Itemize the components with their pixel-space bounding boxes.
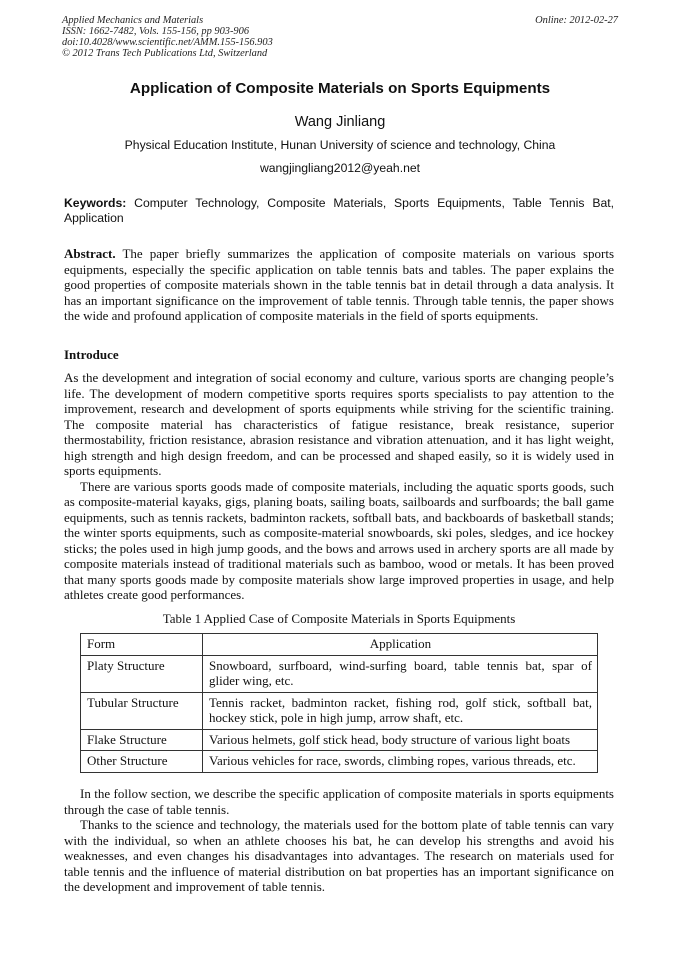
table-cell-form: Platy Structure: [81, 655, 203, 692]
abstract: [64, 246, 614, 324]
table-cell-form: Tubular Structure: [81, 692, 203, 729]
table-row: [81, 692, 598, 729]
after-paragraph-2: Thanks to the science and technology, the materials used for the bottom plate of table tennis can vary with the individual, so when an athlete chooses his bat, he can develop his strengths and avoid his weaknesses, and even changes his disadvantages into advantages. The research on materials used for table tennis and the influence of material distribution on bat properties has an important significance on the development and improvement of table tennis.: [64, 817, 614, 894]
table-cell-form: Other Structure: [81, 751, 203, 773]
table-cell-application: Various helmets, golf stick head, body structure of various light boats: [203, 729, 598, 751]
keywords: [64, 196, 614, 226]
paper-title: Application of Composite Materials on Sports Equipments: [129, 80, 551, 97]
intro-section: [64, 370, 614, 603]
table-row: [81, 751, 598, 773]
copyright-line: © 2012 Trans Tech Publications Ltd, Switzerland: [62, 48, 268, 59]
issn-line: ISSN: 1662-7482, Vols. 155-156, pp 903-906: [62, 26, 250, 37]
author-name: Wang Jinliang: [294, 114, 386, 130]
header-application: Application: [203, 634, 598, 656]
table-cell-application: Various vehicles for race, swords, climbing ropes, various threads, etc.: [203, 751, 598, 773]
section-heading-introduce: Introduce: [64, 347, 119, 362]
table-header-row: [81, 634, 598, 656]
author-email: wangjingliang2012@yeah.net: [259, 161, 421, 175]
table-cell-form: Flake Structure: [81, 729, 203, 751]
table-tennis-section: [64, 786, 614, 895]
table-row: [81, 729, 598, 751]
table-row: [81, 655, 598, 692]
table-cell-application: Tennis racket, badminton racket, fishing rod, golf stick, softball bat, hockey stick, pole in high jump, arrow shaft, etc.: [203, 692, 598, 729]
journal-header: [62, 15, 618, 59]
after-paragraph-1: In the follow section, we describe the specific application of composite materials in sports equipments through the case of table tennis.: [64, 786, 614, 817]
abstract-text: The paper briefly summarizes the application of composite materials on various sports equipments, especially the specific application on table tennis bats and tables. The paper explains the good properties of composite materials shown in the table tennis bat in detail through a data analysis. It has an important significance on the improvement of table tennis. Through table tennis, the paper shows the wide and profound application of composite materials in the field of sports equipments.: [64, 246, 615, 323]
intro-paragraph-2: There are various sports goods made of composite materials, including the aquatic sports goods, such as composite-material kayaks, gigs, planing boats, sailing boats, sailboards and surfboards; the ball game equipments, such as tennis rackets, badminton rackets, softball bats, and backboards of basketball stands; the winter sports equipments, such as composite-material snowboards, ski poles, sledges, and ice hockey sticks; the poles used in high jump goods, and the bows and arrows used in archery sports are all made by composite materials instead of traditional materials such as bamboo, wood or metals. It has been proved that many sports goods made by composite materials show large improved properties in usage, and help athletes create good performances.: [64, 478, 614, 602]
header-form: Form: [81, 634, 203, 656]
abstract-label: Abstract.: [64, 246, 116, 261]
author-affiliation: Physical Education Institute, Hunan University of science and technology, China: [124, 138, 556, 152]
keywords-text: Computer Technology, Composite Materials, Sports Equipments, Table Tennis Bat, Application: [64, 196, 615, 225]
table-cell-application: Snowboard, surfboard, wind-surfing board, table tennis bat, spar of glider wing, etc.: [203, 655, 598, 692]
online-date: Online: 2012-02-27: [535, 15, 618, 26]
intro-paragraph-1: As the development and integration of social economy and culture, various sports are changing people’s life. The development of modern competitive sports requires sports specialists to pay attention to the improvement, research and development of sports equipments while striving for the scientific training. The composite material has characteristics of fatigue resistance, break resistance, superior thermostability, friction resistance, abrasion resistance and vibration attenuation, and it has light weight, high strength and high design freedom, and can be processed and shaped easily, so it is widely used in sports equipments.: [64, 370, 614, 478]
table-caption: Table 1 Applied Case of Composite Materials in Sports Equipments: [162, 611, 516, 626]
doi-line: doi:10.4028/www.scientific.net/AMM.155-156.903: [62, 37, 273, 48]
keywords-label: Keywords:: [64, 196, 127, 210]
applied-case-table: [80, 633, 598, 773]
journal-name: Applied Mechanics and Materials: [62, 15, 204, 26]
